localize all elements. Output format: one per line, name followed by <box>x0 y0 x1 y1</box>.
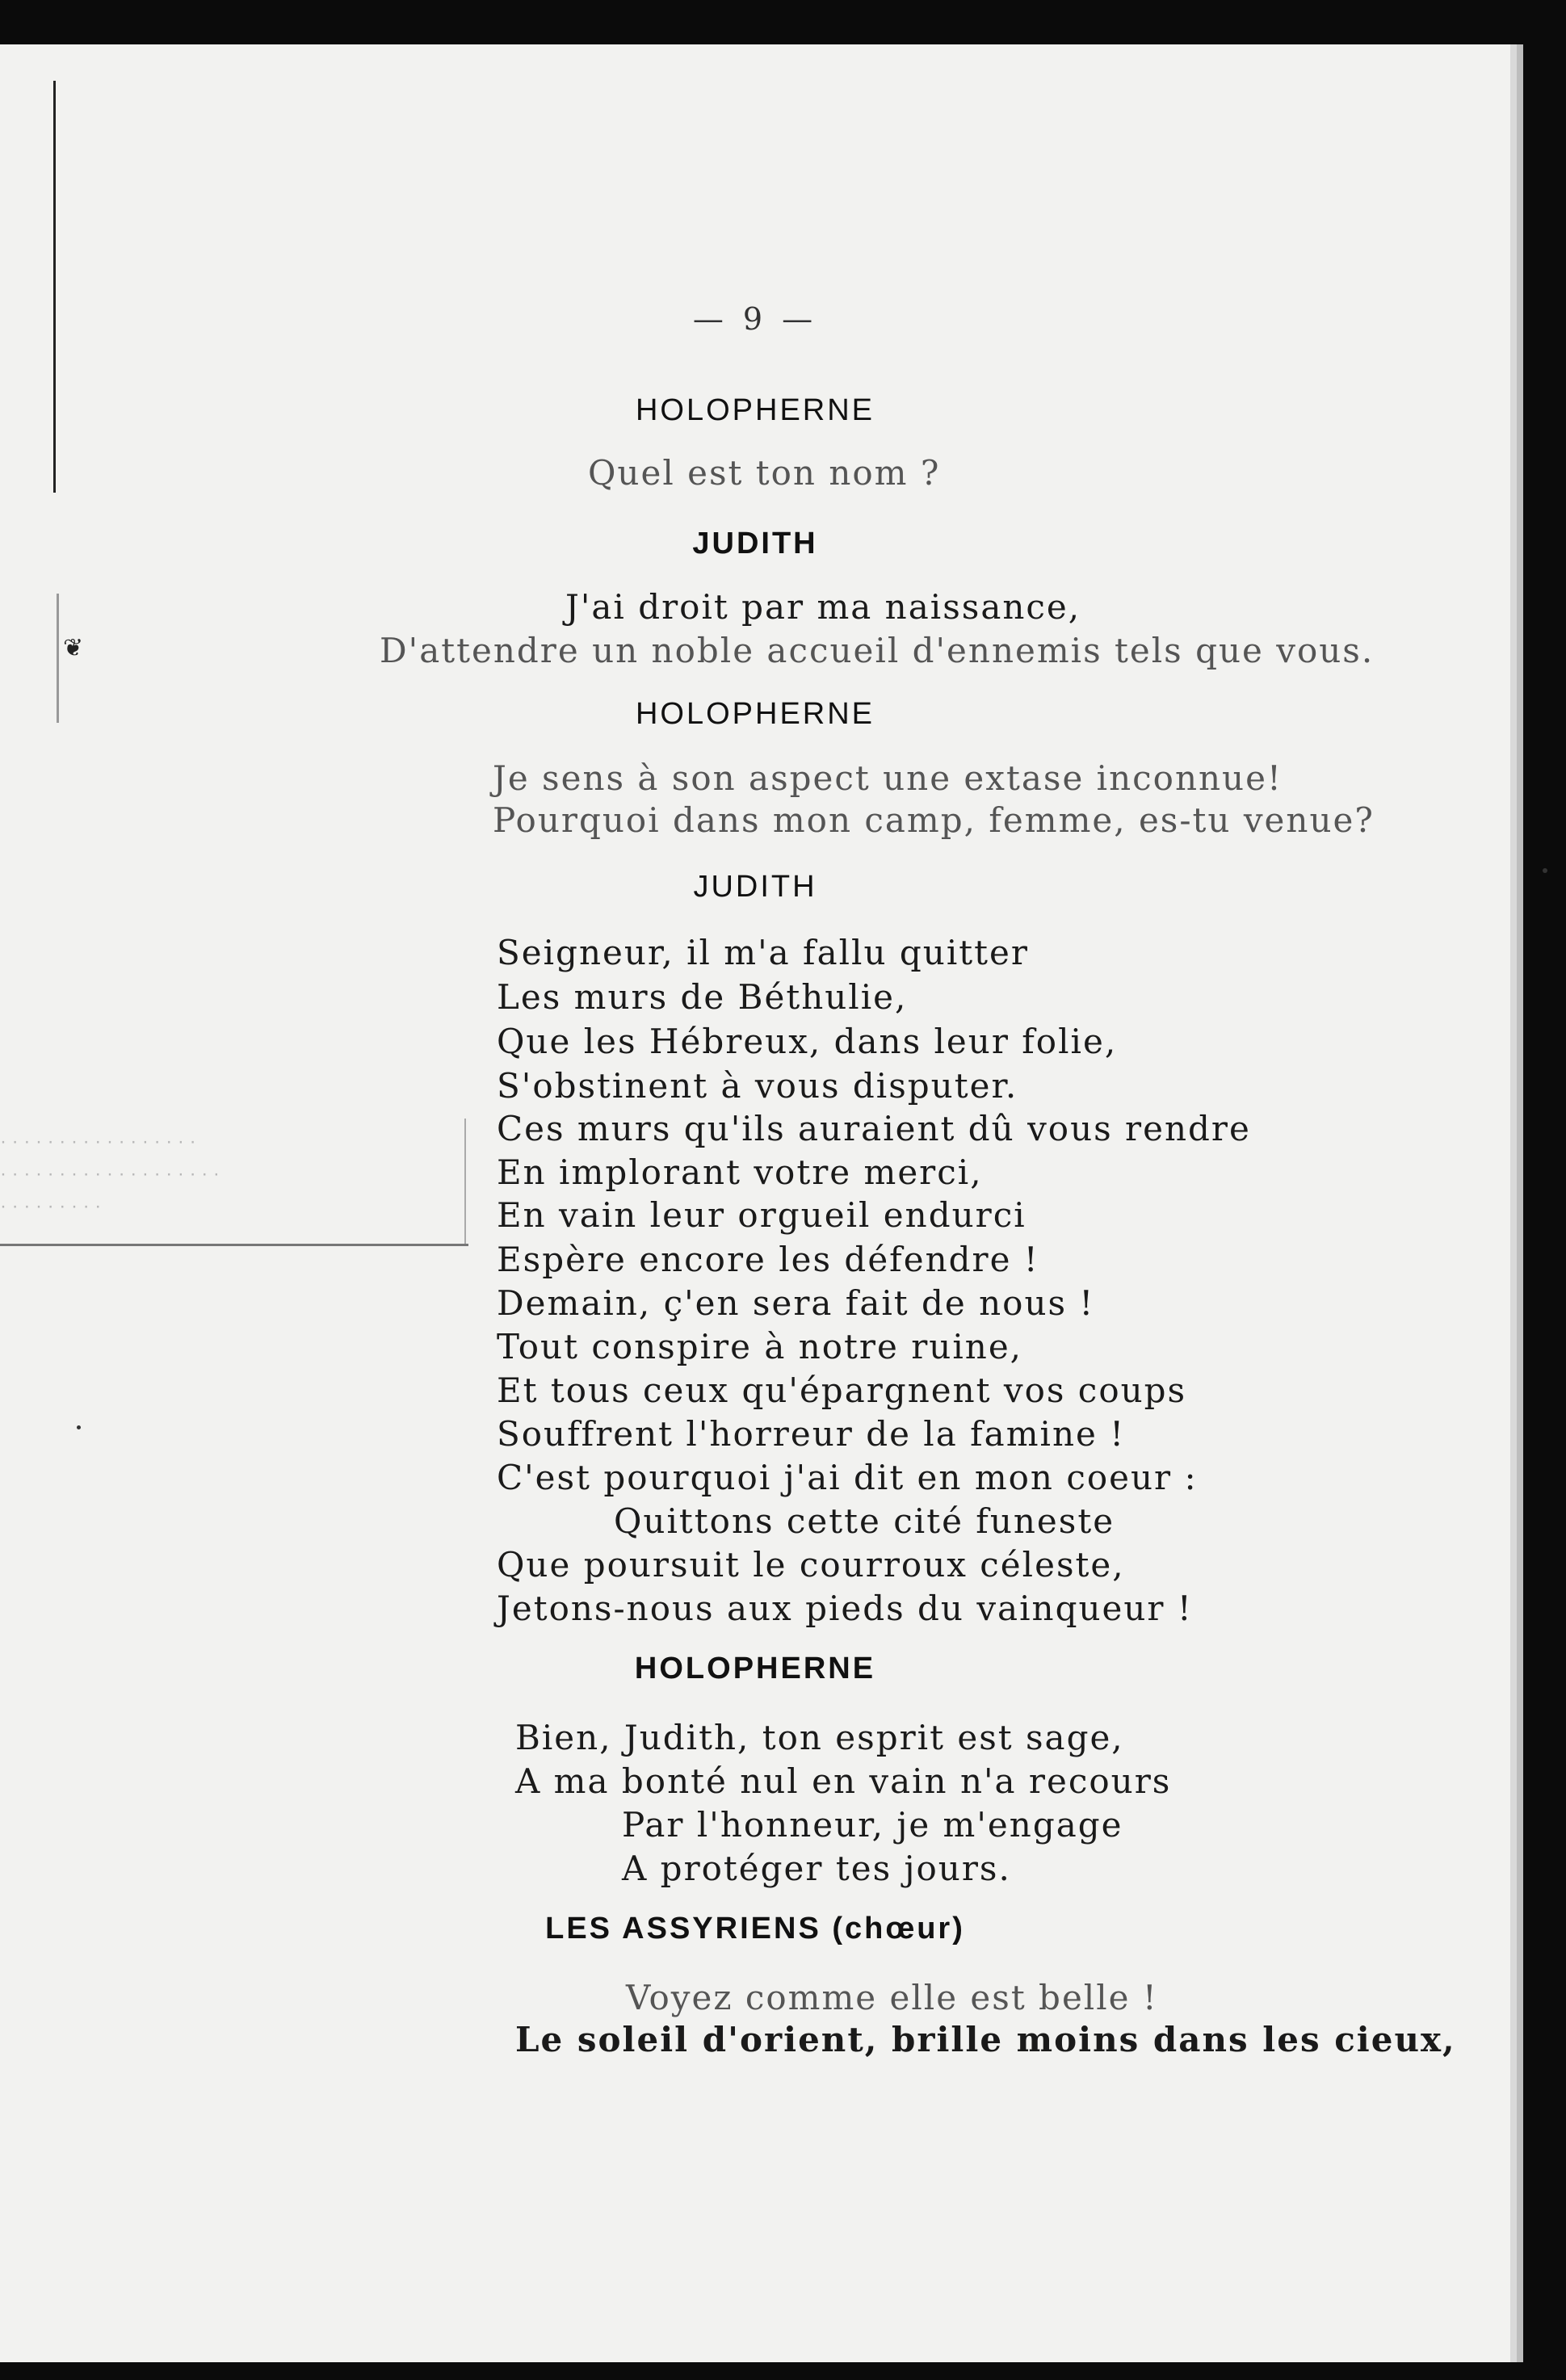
verse-line: Seigneur, il m'a fallu quitter <box>497 933 1029 972</box>
verse-line: Bien, Judith, ton esprit est sage, <box>515 1718 1124 1757</box>
verse-line: Espère encore les défendre ! <box>497 1240 1039 1279</box>
verse-line: Ces murs qu'ils auraient dû vous rendre <box>497 1109 1251 1148</box>
bleed-through-text: · · · · · · · · · · · · · · · · · <box>0 1131 196 1152</box>
verse-line: Voyez comme elle est belle ! <box>626 1978 1158 2017</box>
verse-line: Pourquoi dans mon camp, femme, es-tu venue? <box>493 800 1375 840</box>
speaker-heading: LES ASSYRIENS (chœur) <box>545 1912 965 1946</box>
bleed-through-text: · · · · · · · · · · · · · · · · · · · <box>0 1163 220 1185</box>
speaker-heading: HOLOPHERNE <box>635 697 875 731</box>
verse-line: Les murs de Béthulie, <box>497 977 908 1017</box>
speaker-heading: JUDITH <box>693 870 817 904</box>
verse-line: Souffrent l'horreur de la famine ! <box>497 1414 1126 1454</box>
margin-mark: ❦ <box>63 634 84 662</box>
verse-line: Le soleil d'orient, brille moins dans les cieux, <box>515 2020 1456 2059</box>
verse-line: J'ai droit par ma naissance, <box>565 587 1081 627</box>
verse-line: Quel est ton nom ? <box>588 453 941 493</box>
binding-edge <box>53 81 56 493</box>
verse-line: Que poursuit le courroux céleste, <box>497 1545 1125 1585</box>
verse-line: A ma bonté nul en vain n'a recours <box>515 1761 1172 1801</box>
speaker-heading: HOLOPHERNE <box>634 1652 876 1685</box>
verse-line: Par l'honneur, je m'engage <box>622 1805 1123 1845</box>
speaker-heading: JUDITH <box>692 527 818 560</box>
book-page <box>0 44 1510 2362</box>
verse-line: S'obstinent à vous disputer. <box>497 1066 1018 1106</box>
verse-line: Quittons cette cité funeste <box>614 1501 1115 1541</box>
verse-line: En implorant votre merci, <box>497 1152 983 1192</box>
speaker-heading: HOLOPHERNE <box>635 393 875 427</box>
verse-line: Demain, ç'en sera fait de nous ! <box>497 1283 1095 1323</box>
dust-speck <box>1543 868 1547 873</box>
bleed-through-rule <box>464 1119 466 1244</box>
verse-line: Que les Hébreux, dans leur folie, <box>497 1022 1118 1061</box>
verse-line: Tout conspire à notre ruine, <box>497 1327 1023 1366</box>
verse-line: Et tous ceux qu'épargnent vos coups <box>497 1370 1187 1410</box>
verse-line: C'est pourquoi j'ai dit en mon coeur : <box>497 1458 1198 1497</box>
verse-line: D'attendre un noble accueil d'ennemis tels que vous. <box>380 631 1375 670</box>
verse-line: En vain leur orgueil endurci <box>497 1195 1027 1235</box>
verse-line: Jetons-nous aux pieds du vainqueur ! <box>497 1589 1193 1628</box>
dust-speck <box>77 1425 81 1429</box>
bleed-through-text: · · · · · · · · · <box>0 1195 102 1217</box>
page-number: — 9 — <box>692 301 818 337</box>
bleed-through-rule <box>0 1244 468 1246</box>
verse-line: A protéger tes jours. <box>622 1849 1011 1888</box>
verse-line: Je sens à son aspect une extase inconnue! <box>493 758 1283 798</box>
